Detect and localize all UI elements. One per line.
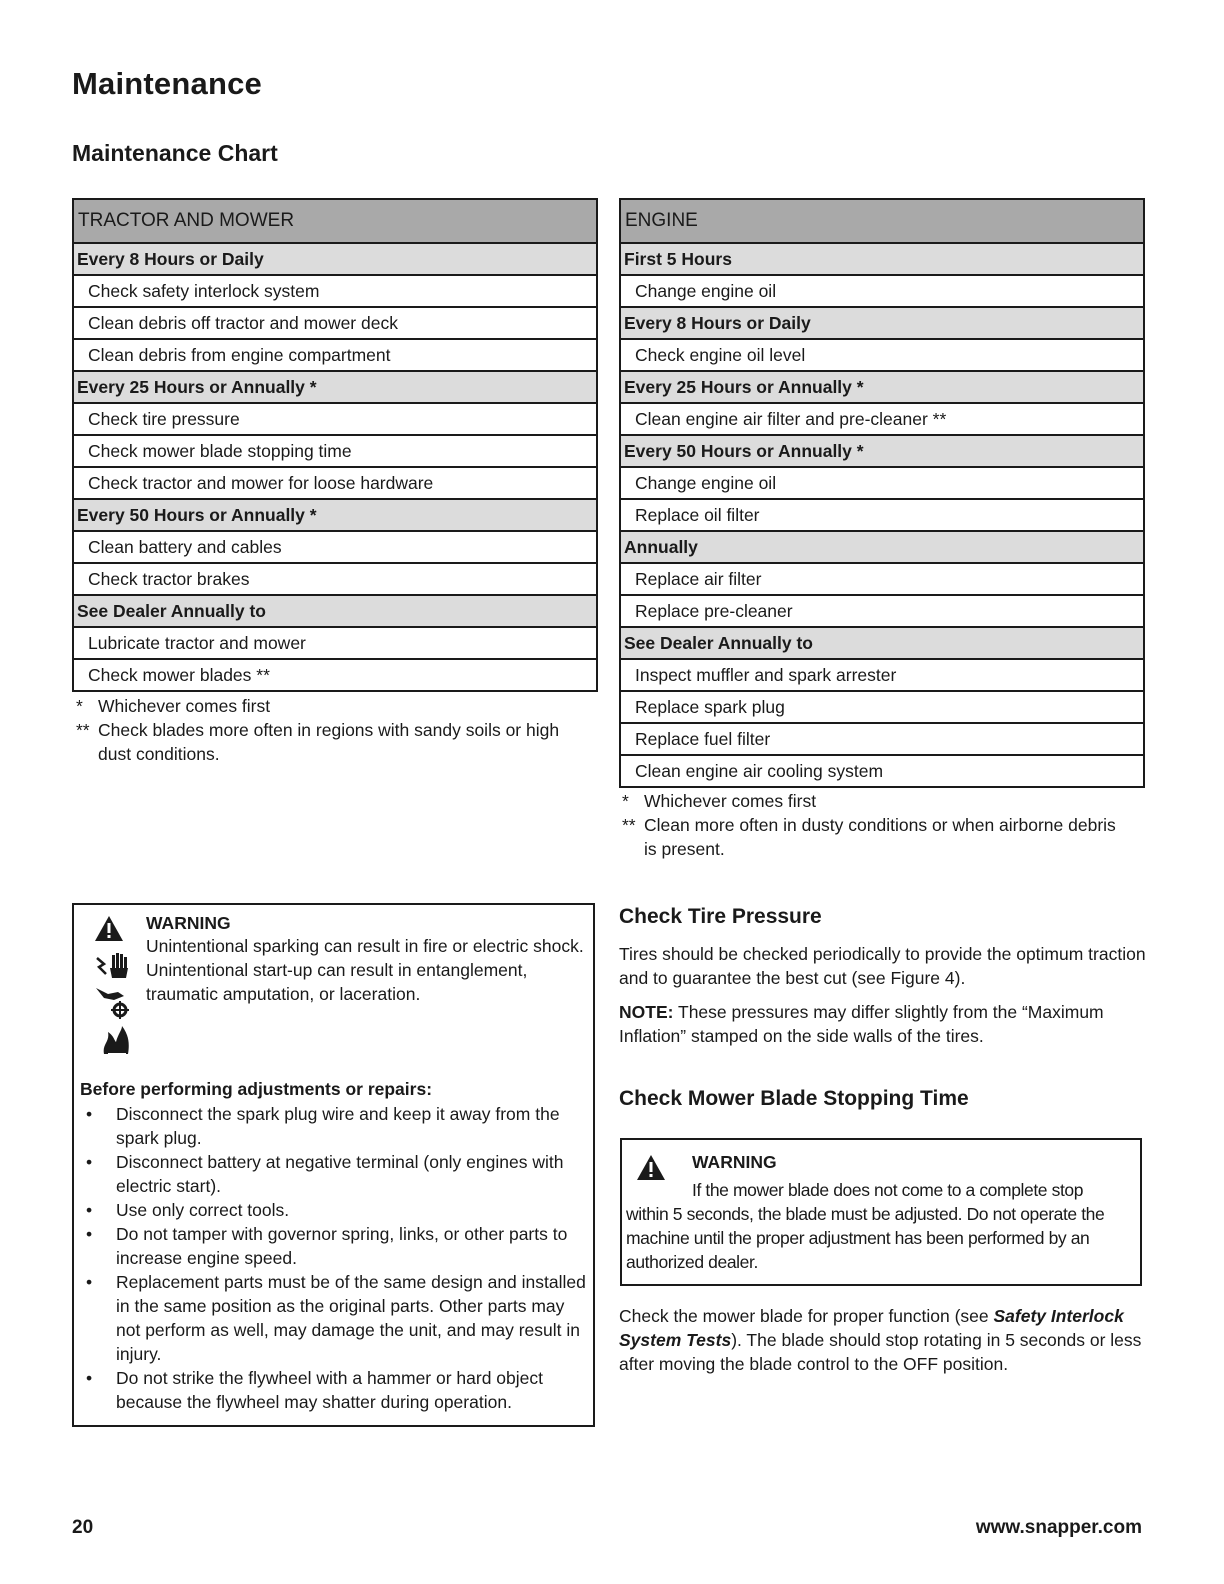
footnote-text: Clean more often in dusty conditions or when airborne debris is present. — [644, 815, 1116, 859]
bullet-item — [80, 1198, 590, 1222]
bullet-dot: • — [86, 1368, 93, 1388]
footnote-mark: * — [76, 696, 83, 716]
bullet-item — [80, 1366, 590, 1414]
task-row: Check tractor brakes — [74, 562, 596, 594]
task-row: Check tractor and mower for loose hardware — [74, 466, 596, 498]
note-text: These pressures may differ slightly from the “Maximum Inflation” stamped on the side walls of the tires. — [619, 1002, 1104, 1046]
task-row: Clean debris from engine compartment — [74, 338, 596, 370]
footnote — [622, 813, 1132, 861]
footnote-text: Whichever comes first — [644, 791, 817, 811]
footnote-mark: ** — [622, 815, 636, 835]
task-row: Change engine oil — [621, 274, 1143, 306]
bullet-text: Do not strike the flywheel with a hammer or hard object because the flywheel may shatter during operation. — [116, 1368, 543, 1412]
bullet-dot: • — [86, 1272, 93, 1292]
page-title: Maintenance — [72, 66, 262, 101]
interval-row: Every 50 Hours or Annually * — [74, 498, 596, 530]
task-row: Replace spark plug — [621, 690, 1143, 722]
task-row: Clean engine air cooling system — [621, 754, 1143, 786]
tractor-footnotes — [76, 694, 586, 766]
tire-pressure-heading: Check Tire Pressure — [619, 905, 822, 928]
task-row: Inspect muffler and spark arrester — [621, 658, 1143, 690]
bullet-item — [80, 1270, 590, 1366]
warning-line-spark: Unintentional sparking can result in fire or electric shock. — [146, 936, 584, 956]
footnote-mark: * — [622, 791, 629, 811]
footnote — [76, 694, 586, 718]
interval-row: See Dealer Annually to — [74, 594, 596, 626]
electric-shock-icon — [94, 950, 130, 980]
warning-triangle-icon — [94, 915, 124, 942]
warning-icons — [94, 915, 130, 1056]
website-url: www.snapper.com — [975, 1517, 1142, 1538]
bullet-text: Replacement parts must be of the same design and installed in the same position as the original parts. Other parts may not perform as well, may damage the unit, and may result in injury. — [116, 1272, 586, 1364]
blade-stopping-paragraph — [619, 1304, 1144, 1376]
warning-box — [72, 903, 595, 1427]
bullet-text: Disconnect battery at negative terminal (only engines with electric start). — [116, 1152, 564, 1196]
task-row: Lubricate tractor and mower — [74, 626, 596, 658]
bullet-text: Do not tamper with governor spring, links, or other parts to increase engine speed. — [116, 1224, 568, 1268]
task-row: Check tire pressure — [74, 402, 596, 434]
task-row: Change engine oil — [621, 466, 1143, 498]
task-row: Check mower blades ** — [74, 658, 596, 690]
warning-triangle-icon — [636, 1154, 666, 1181]
task-row: Replace air filter — [621, 562, 1143, 594]
tire-pressure-paragraph: Tires should be checked periodically to provide the optimum traction and to guarantee the best cut (see Figure 4). — [619, 944, 1146, 988]
interval-row: Annually — [621, 530, 1143, 562]
task-row: Clean debris off tractor and mower deck — [74, 306, 596, 338]
task-row: Check mower blade stopping time — [74, 434, 596, 466]
task-row: Clean battery and cables — [74, 530, 596, 562]
safety-interlock-reference: Safety Interlock System Tests — [619, 1306, 1124, 1350]
footnote — [622, 789, 1132, 813]
bullet-dot: • — [86, 1104, 93, 1124]
table-header: ENGINE — [621, 198, 1143, 242]
fire-icon — [100, 1024, 130, 1056]
footnote-text: Check blades more often in regions with sandy soils or high dust conditions. — [98, 720, 560, 764]
blade-para-suffix: ). The blade should stop rotating in 5 seconds or less after moving the blade control to the OFF position. — [619, 1330, 1142, 1374]
blade-para-prefix: Check the mower blade for proper function (see — [619, 1306, 994, 1326]
footnote-text: Whichever comes first — [98, 696, 271, 716]
task-row: Replace pre-cleaner — [621, 594, 1143, 626]
note-label: NOTE: — [619, 1002, 674, 1022]
tire-pressure-note — [619, 1000, 1149, 1048]
before-repairs-heading: Before performing adjustments or repairs: — [80, 1079, 433, 1099]
warning-line-startup: Unintentional start-up can result in entanglement, traumatic amputation, or laceration. — [146, 960, 528, 1004]
blade-warning-title: WARNING — [692, 1152, 777, 1172]
bullet-dot: • — [86, 1224, 93, 1244]
before-repairs-list — [80, 1102, 590, 1414]
entanglement-icon — [94, 984, 130, 1020]
bullet-item — [80, 1222, 590, 1270]
interval-row: See Dealer Annually to — [621, 626, 1143, 658]
section-title: Maintenance Chart — [72, 140, 278, 166]
table-header: TRACTOR AND MOWER — [74, 198, 596, 242]
blade-warning-text: If the mower blade does not come to a complete stop within 5 seconds, the blade must be adjusted. Do not operate the machine until the proper adjustment has been performed by an authorized dealer. — [626, 1180, 1105, 1272]
task-row: Check engine oil level — [621, 338, 1143, 370]
task-row: Clean engine air filter and pre-cleaner ** — [621, 402, 1143, 434]
bullet-item — [80, 1102, 590, 1150]
footnote-mark: ** — [76, 720, 90, 740]
task-row: Replace fuel filter — [621, 722, 1143, 754]
warning-title: WARNING — [146, 913, 231, 933]
engine-table — [619, 198, 1145, 788]
blade-stopping-heading: Check Mower Blade Stopping Time — [619, 1087, 969, 1110]
bullet-text: Use only correct tools. — [116, 1200, 290, 1220]
blade-warning-box — [620, 1138, 1142, 1286]
bullet-dot: • — [86, 1152, 93, 1172]
bullet-text: Disconnect the spark plug wire and keep it away from the spark plug. — [116, 1104, 560, 1148]
task-row: Replace oil filter — [621, 498, 1143, 530]
tractor-mower-table — [72, 198, 598, 692]
interval-row: Every 25 Hours or Annually * — [621, 370, 1143, 402]
interval-row: Every 8 Hours or Daily — [74, 242, 596, 274]
page-number: 20 — [72, 1517, 94, 1538]
engine-footnotes — [622, 789, 1132, 861]
bullet-item — [80, 1150, 590, 1198]
interval-row: First 5 Hours — [621, 242, 1143, 274]
interval-row: Every 8 Hours or Daily — [621, 306, 1143, 338]
task-row: Check safety interlock system — [74, 274, 596, 306]
footnote — [76, 718, 586, 766]
interval-row: Every 50 Hours or Annually * — [621, 434, 1143, 466]
interval-row: Every 25 Hours or Annually * — [74, 370, 596, 402]
bullet-dot: • — [86, 1200, 93, 1220]
